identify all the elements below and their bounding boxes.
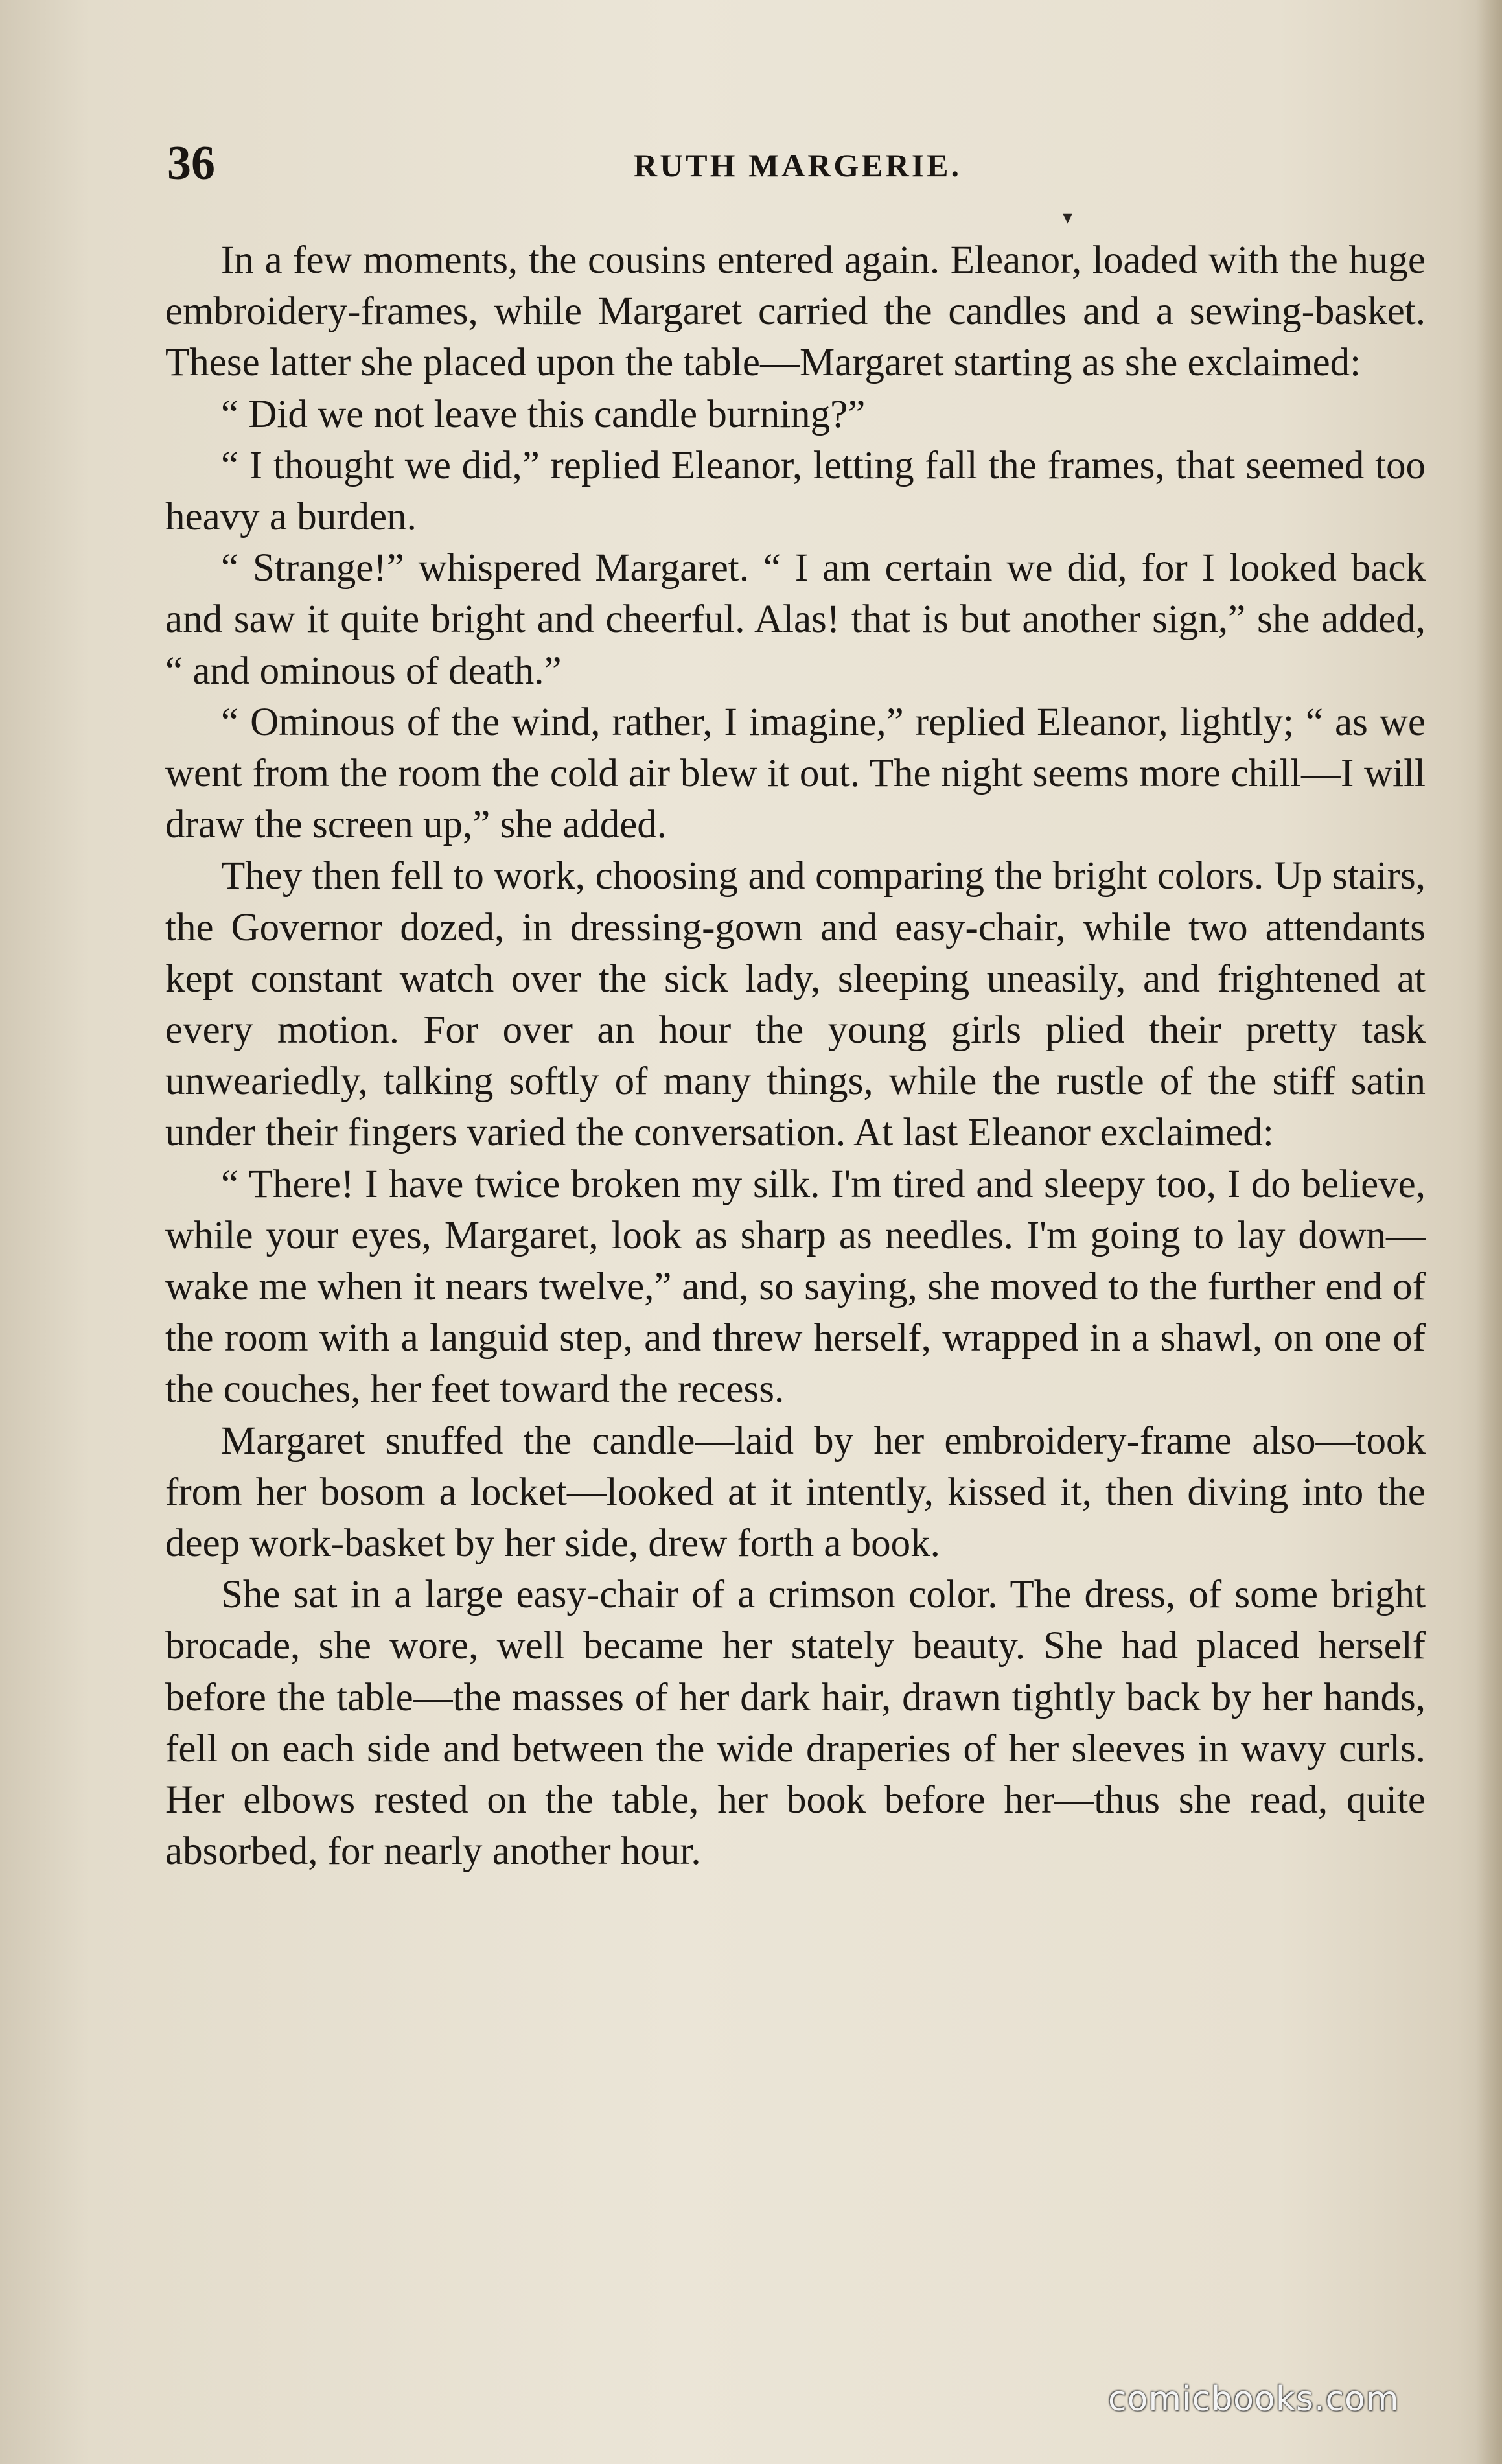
paragraph: Margaret snuffed the candle—laid by her embroidery-frame also—took from her bosom a locket—looked at it intently, kissed it, then diving into the deep work-basket by her side, drew forth a book. [165,1419,1426,1566]
page-number: 36 [167,137,215,190]
paragraph: They then fell to work, choosing and comparing the bright colors. Up stairs, the Governor dozed, in dressing-gown and easy-chair, while two attendants kept constant watch over the sick lady, sleeping uneasily, and frightened at every motion. For over an hour the young girls plied their pretty task unweariedly, talking softly of many things, while the rustle of the stiff satin under their fingers varied the conversation. At last Eleanor exclaimed: [165,854,1426,1155]
ornament-dot: ▾ [1063,207,1073,228]
body-text [165,235,1426,1877]
paragraph: “ Ominous of the wind, rather, I imagine,” replied Eleanor, lightly; “ as we went from the room the cold air blew it out. The night seems more chill—I will draw the screen up,” she added. [165,700,1426,847]
page-edge-shadow [1476,0,1502,2464]
watermark: comicbooks.com [1108,2380,1400,2419]
paragraph: “ I thought we did,” replied Eleanor, letting fall the frames, that seemed too heavy a burden. [165,443,1426,539]
paragraph: In a few moments, the cousins entered again. Eleanor, loaded with the huge embroidery-frames, while Margaret carried the candles and a sewing-basket. These latter she placed upon the table—Margaret starting as she exclaimed: [165,238,1426,385]
paragraph: She sat in a large easy-chair of a crimson color. The dress, of some bright brocade, she wore, well became her stately beauty. She had placed herself before the table—the masses of her dark hair, drawn tightly back by her hands, fell on each side and between the wide draperies of her sleeves in wavy curls. Her elbows rested on the table, her book before her—thus she read, quite absorbed, for nearly another hour. [165,1573,1426,1874]
paragraph: “ Strange!” whispered Margaret. “ I am certain we did, for I looked back and saw it quite bright and cheerful. Alas! that is but another sign,” she added, “ and ominous of death.” [165,546,1426,693]
page-header [167,130,1418,228]
paragraph: “ Did we not leave this candle burning?” [221,392,866,436]
running-title: RUTH MARGERIE. [634,147,962,183]
paragraph: “ There! I have twice broken my silk. I'm tired and sleepy too, I do believe, while your eyes, Margaret, look as sharp as needles. I'm going to lay down—wake me when it nears twelve,” and, so saying, she moved to the further end of the room with a languid step, and threw herself, wrapped in a shawl, on one of the couches, her feet toward the recess. [165,1162,1426,1412]
